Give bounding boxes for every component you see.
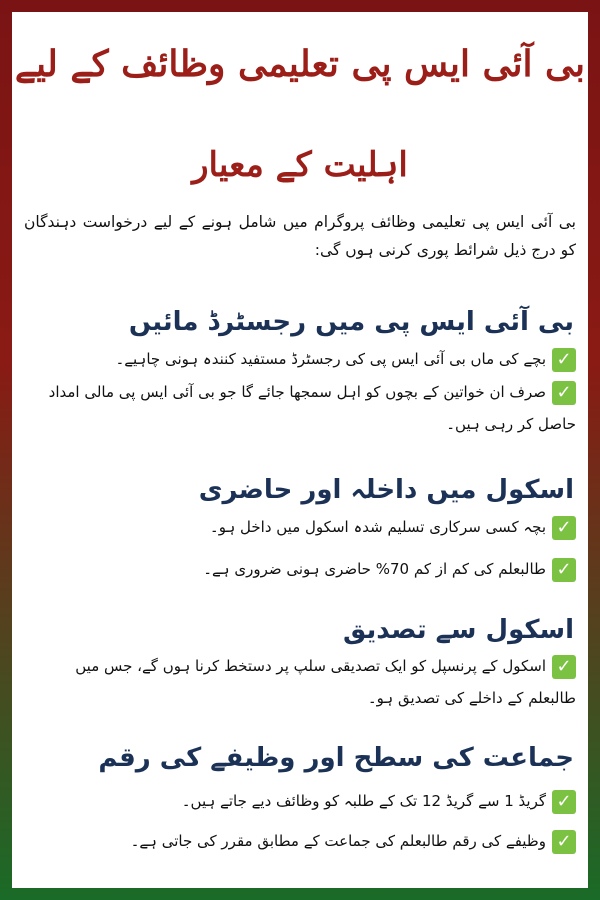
list-item <box>26 344 576 374</box>
title-line-2: اہلیت کے معیار <box>192 145 408 185</box>
list-item-text: صرف ان خواتین کے بچوں کو اہل سمجھا جائے گا جو بی آئی ایس پی مالی امداد حاصل کر رہی ہیں۔ <box>48 383 576 433</box>
check-mark-icon: ✓ <box>552 348 576 372</box>
list-item-text: طالبعلم کی کم از کم 70% حاضری ہونی ضروری ہے۔ <box>203 560 546 578</box>
list-item <box>26 554 576 584</box>
section-heading-registered-mothers: بی آئی ایس پی میں رجسٹرڈ مائیں <box>128 307 574 337</box>
list-item-text: گریڈ 1 سے گریڈ 12 تک کے طلبہ کو وظائف دیے جاتے ہیں۔ <box>181 792 546 810</box>
check-mark-icon: ✓ <box>552 381 576 405</box>
list-item <box>26 650 576 714</box>
poster-content <box>12 12 588 888</box>
title-line-1: بی آئی ایس پی تعلیمی وظائف کے لیے <box>14 43 586 85</box>
section-heading-grade-stipend: جماعت کی سطح اور وظیفے کی رقم <box>98 743 574 773</box>
list-item-text: وظیفے کی رقم طالبعلم کی جماعت کے مطابق مقرر کی جاتی ہے۔ <box>130 832 546 850</box>
list-item <box>26 512 576 542</box>
list-item-text: بچے کی ماں بی آئی ایس پی کی رجسٹرڈ مستفید کنندہ ہونی چاہیے۔ <box>115 350 546 368</box>
list-item-text: اسکول کے پرنسپل کو ایک تصدیقی سلپ پر دستخط کرنا ہوں گے، جس میں طالبعلم کے داخلے کی تصدیق ہو۔ <box>75 657 576 707</box>
list-item-text: بچہ کسی سرکاری تسلیم شدہ اسکول میں داخل ہو۔ <box>209 518 546 536</box>
section-heading-enrollment-attendance: اسکول میں داخلہ اور حاضری <box>198 475 574 505</box>
check-mark-icon: ✓ <box>552 516 576 540</box>
check-mark-icon: ✓ <box>552 790 576 814</box>
intro-paragraph: بی آئی ایس پی تعلیمی وظائف پروگرام میں شامل ہونے کے لیے درخواست دہندگان کو درج ذیل شرائط پوری کرنی ہوں گی: <box>24 213 576 259</box>
section-heading-school-verification: اسکول سے تصدیق <box>343 615 574 645</box>
check-mark-icon: ✓ <box>552 558 576 582</box>
list-item <box>26 786 576 816</box>
list-item <box>26 376 576 440</box>
check-mark-icon: ✓ <box>552 655 576 679</box>
list-item <box>26 826 576 856</box>
check-mark-icon: ✓ <box>552 830 576 854</box>
